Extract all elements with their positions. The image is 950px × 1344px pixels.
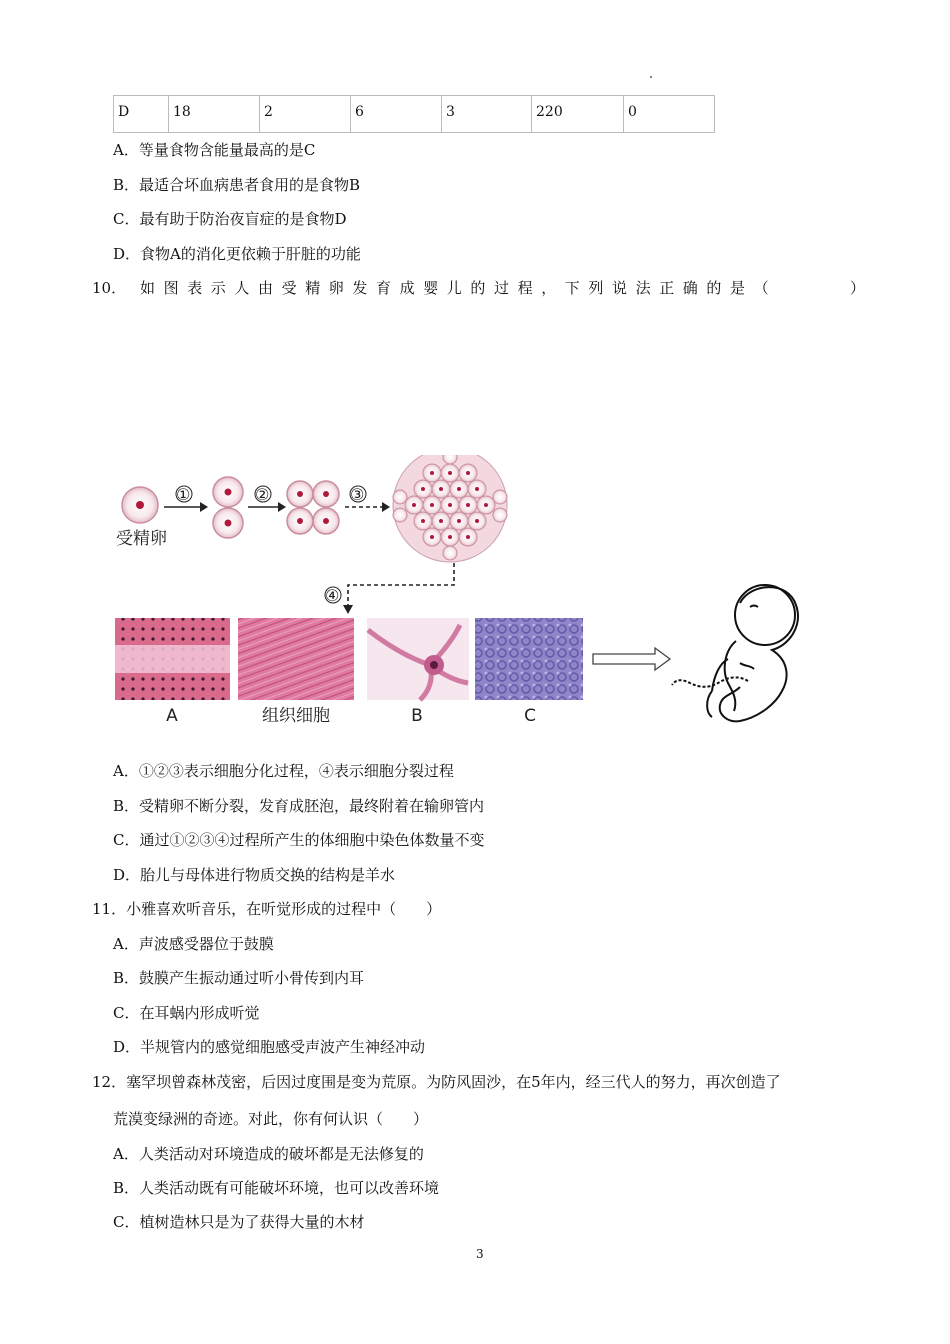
table-cell: 3 [442, 96, 532, 133]
q9-option-a: A．等量食物含能量最高的是C [113, 141, 316, 159]
q9-option-c: C．最有助于防治夜盲症的是食物D [113, 210, 347, 228]
blastula-cluster [393, 455, 507, 562]
q10-option-c: C．通过①②③④过程所产生的体细胞中染色体数量不变 [113, 831, 485, 849]
table-cell: 2 [260, 96, 351, 133]
tissue-image-muscle [238, 618, 354, 700]
tissue-label-cells: 组织细胞 [262, 706, 330, 726]
q12-stem-line2: 荒漠变绿洲的奇迹。对此，你有何认识（ ） [113, 1110, 429, 1128]
q10-stem: 如图表示人由受精卵发育成婴儿的过程，下列说法正确的是（ [140, 279, 778, 297]
table-cell: 18 [169, 96, 260, 133]
table-cell: 220 [532, 96, 624, 133]
tissue-label-b: B [411, 706, 423, 726]
q11-option-c: C．在耳蜗内形成听觉 [113, 1004, 260, 1022]
q11-stem: 11．小雅喜欢听音乐，在听觉形成的过程中（ ） [92, 900, 442, 918]
hollow-arrow-icon [593, 648, 670, 670]
q11-option-b: B．鼓膜产生振动通过听小骨传到内耳 [113, 969, 365, 987]
q10-option-b: B．受精卵不断分裂，发育成胚泡，最终附着在输卵管内 [113, 797, 485, 815]
table-cell: 0 [624, 96, 715, 133]
two-cell-stage [213, 477, 243, 538]
q9-option-d: D．食物A的消化更依赖于肝脏的功能 [113, 245, 361, 263]
q12-option-c: C．植树造林只是为了获得大量的木材 [113, 1213, 365, 1231]
q10-close-paren: ） [850, 279, 866, 297]
q11-option-a: A．声波感受器位于鼓膜 [113, 935, 274, 953]
tissue-label-a: A [166, 706, 178, 726]
step-2-label: ② [255, 485, 270, 504]
q12-option-a: A．人类活动对环境造成的破坏都是无法修复的 [113, 1145, 424, 1163]
step-4-label: ④ [325, 586, 340, 605]
tissue-label-c: C [524, 706, 536, 726]
tissue-image-c [475, 618, 583, 700]
food-nutrient-table [113, 95, 715, 133]
table-cell: 6 [351, 96, 442, 133]
step-1-label: ① [176, 485, 191, 504]
development-diagram [100, 455, 800, 740]
table-cell: D [114, 96, 169, 133]
q9-option-b: B．最适合坏血病患者食用的是食物B [113, 176, 361, 194]
q10-number: 10． [92, 279, 127, 297]
page-number: 3 [476, 1247, 484, 1261]
q12-option-b: B．人类活动既有可能破坏环境，也可以改善环境 [113, 1179, 440, 1197]
zygote-cell [122, 487, 158, 523]
q10-option-a: A．①②③表示细胞分化过程，④表示细胞分裂过程 [113, 762, 454, 780]
fetus-icon [672, 585, 798, 721]
q10-option-d: D．胎儿与母体进行物质交换的结构是羊水 [113, 866, 396, 884]
table-row [114, 96, 715, 133]
step-3-label: ③ [350, 485, 365, 504]
zygote-label: 受精卵 [116, 529, 167, 549]
q12-stem-line1: 12．塞罕坝曾森林茂密，后因过度围是变为荒原。为防风固沙，在5年内，经三代人的努力，再次创造了 [92, 1073, 781, 1091]
q11-option-d: D．半规管内的感觉细胞感受声波产生神经冲动 [113, 1038, 426, 1056]
four-cell-stage [287, 481, 339, 534]
scan-dot [650, 76, 652, 78]
